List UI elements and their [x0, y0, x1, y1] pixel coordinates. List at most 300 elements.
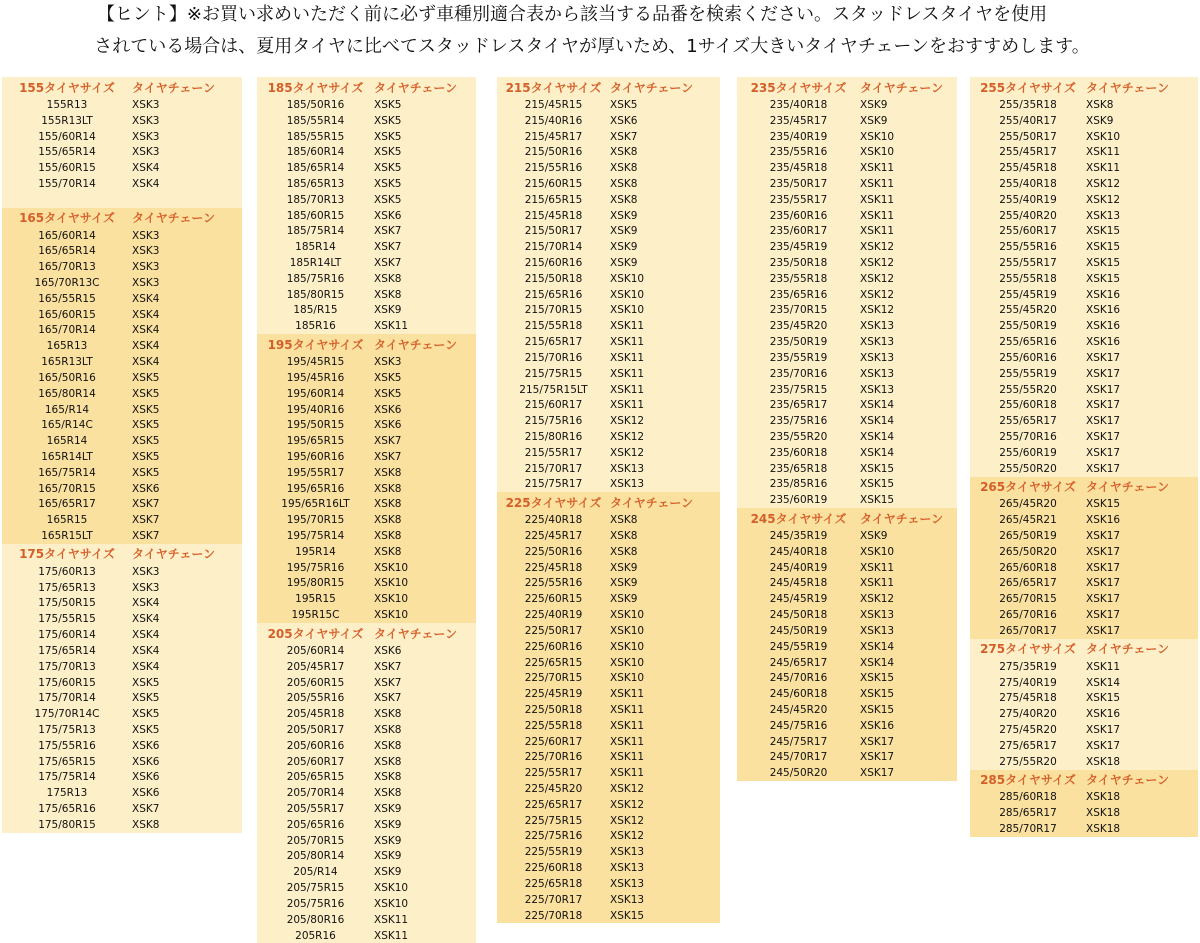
table-row — [497, 208, 720, 224]
table-row — [2, 580, 242, 596]
table-row — [970, 160, 1198, 176]
size-group-block — [970, 477, 1198, 639]
chain-model-cell: XSK3 — [132, 130, 160, 143]
tire-size-cell: 205R16 — [295, 929, 336, 942]
chain-model-cell: XSK7 — [374, 660, 402, 673]
chain-model-cell: XSK17 — [1086, 530, 1121, 543]
tire-size-cell: 265/50R19 — [999, 530, 1057, 543]
chain-model-cell: XSK10 — [860, 130, 895, 143]
size-header-label: 245タイヤサイズ — [750, 511, 847, 526]
table-row — [970, 607, 1198, 623]
tire-size-cell: 185/80R15 — [286, 288, 345, 301]
table-row — [497, 303, 720, 319]
chain-model-cell: XSK13 — [860, 367, 895, 380]
table-row — [2, 706, 242, 722]
chain-model-cell: XSK10 — [1086, 130, 1121, 143]
table-row — [970, 576, 1198, 592]
table-row — [737, 160, 957, 176]
table-row — [257, 817, 476, 833]
table-row — [497, 892, 720, 908]
table-row — [737, 224, 957, 240]
table-row — [737, 271, 957, 287]
tire-size-cell: 205/65R16 — [286, 818, 345, 831]
table-row — [257, 192, 476, 208]
tire-size-cell: 195/75R16 — [286, 561, 345, 574]
table-row — [737, 413, 957, 429]
chain-header-label: タイヤチェーン — [1086, 642, 1170, 657]
tire-size-cell: 245/45R19 — [769, 593, 828, 606]
size-header-label: 255タイヤサイズ — [980, 80, 1076, 95]
table-row — [497, 366, 720, 382]
table-row — [737, 607, 957, 623]
tire-size-cell: 175/50R15 — [38, 597, 96, 610]
tire-size-cell: 275/45R18 — [999, 692, 1057, 705]
chain-model-cell: XSK4 — [132, 340, 160, 353]
hint-line-1: 【ヒント】※お買い求めいただく前に必ず車種別適合表から該当する品番を検索ください。スタッドレスタイヤを使用 — [96, 4, 1048, 25]
tire-size-cell: 165/R14 — [44, 403, 90, 416]
chain-model-cell: XSK13 — [1086, 209, 1121, 222]
chain-model-cell: XSK5 — [132, 466, 160, 479]
table-row — [497, 607, 720, 623]
chain-model-cell: XSK11 — [610, 735, 645, 748]
chain-model-cell: XSK4 — [132, 597, 160, 610]
table-row — [497, 271, 720, 287]
table-row — [737, 129, 957, 145]
table-row — [497, 429, 720, 445]
chain-model-cell: XSK9 — [1086, 114, 1114, 127]
tire-size-cell: 175/65R14 — [38, 644, 96, 657]
table-row — [970, 821, 1198, 837]
table-row — [497, 318, 720, 334]
tire-size-cell: 245/70R16 — [769, 672, 828, 685]
tire-size-cell: 195/40R16 — [286, 403, 345, 416]
tire-size-cell: 255/60R17 — [999, 225, 1057, 238]
tire-size-cell: 245/45R18 — [769, 577, 828, 590]
tire-size-cell: 215/55R18 — [524, 320, 583, 333]
table-row — [497, 655, 720, 671]
tire-size-cell: 175/75R14 — [38, 771, 96, 784]
table-row — [970, 129, 1198, 145]
table-row — [497, 224, 720, 240]
tire-size-cell: 235/50R18 — [769, 257, 828, 270]
tire-size-cell: 185/75R14 — [286, 225, 345, 238]
chain-header-label: タイヤチェーン — [610, 80, 694, 95]
table-row — [970, 144, 1198, 160]
tire-size-cell: 235/65R16 — [769, 288, 828, 301]
size-group-header — [970, 477, 1198, 497]
chain-model-cell: XSK17 — [1086, 739, 1121, 752]
chain-header-label: タイヤチェーン — [132, 211, 216, 226]
tire-size-cell: 225/55R18 — [524, 719, 583, 732]
tire-size-cell: 195/75R14 — [286, 530, 345, 543]
chain-model-cell: XSK10 — [610, 640, 645, 653]
tire-size-cell: 225/60R16 — [524, 640, 583, 653]
chain-model-cell: XSK8 — [610, 193, 638, 206]
chain-model-cell: XSK12 — [860, 241, 895, 254]
chain-model-cell: XSK13 — [610, 462, 645, 475]
size-group-block — [257, 77, 476, 334]
tire-size-cell: 165/70R13 — [38, 261, 96, 274]
table-row — [970, 255, 1198, 271]
table-row — [737, 528, 957, 544]
tire-size-cell: 195/70R15 — [286, 514, 345, 527]
chain-model-cell: XSK4 — [132, 162, 160, 175]
tire-size-cell: 195R15C — [291, 609, 340, 622]
chain-model-cell: XSK11 — [374, 929, 409, 942]
table-row — [970, 97, 1198, 113]
table-row — [497, 844, 720, 860]
chain-model-cell: XSK9 — [860, 98, 888, 111]
tire-size-cell: 165R13 — [46, 340, 88, 353]
tire-size-cell: 215/50R17 — [524, 225, 583, 238]
chain-model-cell: XSK10 — [860, 146, 895, 159]
table-row — [257, 370, 476, 386]
chain-model-cell: XSK18 — [1086, 755, 1121, 768]
table-row — [497, 702, 720, 718]
chain-model-cell: XSK11 — [860, 577, 895, 590]
table-row — [737, 287, 957, 303]
chain-model-cell: XSK5 — [132, 692, 160, 705]
chain-model-cell: XSK5 — [610, 98, 638, 111]
tire-size-cell: 205/60R16 — [286, 739, 345, 752]
chain-model-cell: XSK8 — [374, 739, 402, 752]
chain-model-cell: XSK6 — [132, 755, 160, 768]
table-row — [257, 544, 476, 560]
chain-model-cell: XSK14 — [860, 656, 895, 669]
size-header-label: 275タイヤサイズ — [980, 642, 1076, 657]
table-row — [970, 303, 1198, 319]
chain-model-cell: XSK16 — [1086, 320, 1121, 333]
table-row — [2, 738, 242, 754]
chain-model-cell: XSK11 — [610, 351, 645, 364]
tire-size-cell: 245/60R18 — [769, 688, 828, 701]
chain-model-cell: XSK12 — [1086, 177, 1121, 190]
table-row — [970, 560, 1198, 576]
tire-size-cell: 185/65R14 — [286, 162, 345, 175]
chain-model-cell: XSK15 — [860, 703, 895, 716]
chain-model-cell: XSK5 — [132, 708, 160, 721]
tire-size-cell: 265/70R15 — [999, 593, 1057, 606]
chain-model-cell: XSK8 — [374, 787, 402, 800]
tire-size-cell: 165R14LT — [41, 450, 93, 463]
tire-size-cell: 165/75R14 — [38, 466, 96, 479]
chain-model-cell: XSK8 — [374, 545, 402, 558]
tire-size-cell: 255/45R20 — [999, 304, 1057, 317]
chain-model-cell: XSK16 — [1086, 288, 1121, 301]
tire-size-cell: 255/45R18 — [999, 162, 1057, 175]
table-row — [2, 417, 242, 433]
tire-size-cell: 165R14 — [46, 435, 88, 448]
table-row — [737, 303, 957, 319]
table-row — [970, 224, 1198, 240]
chain-model-cell: XSK7 — [374, 435, 402, 448]
chain-model-cell: XSK7 — [374, 450, 402, 463]
chain-model-cell: XSK7 — [374, 225, 402, 238]
table-row — [257, 833, 476, 849]
tire-size-cell: 255/60R19 — [999, 446, 1057, 459]
tire-size-cell: 185R14LT — [289, 257, 342, 270]
chain-model-cell: XSK11 — [860, 209, 895, 222]
chain-model-cell: XSK5 — [132, 403, 160, 416]
chain-model-cell: XSK17 — [1086, 351, 1121, 364]
chain-model-cell: XSK10 — [374, 561, 409, 574]
chain-model-cell: XSK13 — [860, 351, 895, 364]
chain-model-cell: XSK14 — [860, 415, 895, 428]
chain-model-cell: XSK17 — [1086, 383, 1121, 396]
table-row — [497, 544, 720, 560]
tire-size-cell: 225/65R18 — [524, 877, 583, 890]
table-row — [497, 287, 720, 303]
tire-size-cell: 165/70R13C — [34, 277, 100, 290]
chain-model-cell: XSK14 — [860, 446, 895, 459]
size-group-header — [257, 77, 476, 97]
tire-size-cell: 205/55R16 — [286, 692, 345, 705]
tire-size-cell: 285/60R18 — [999, 791, 1057, 804]
table-row — [2, 307, 242, 323]
table-row — [257, 643, 476, 659]
size-group-header — [2, 208, 242, 228]
tire-size-cell: 195R14 — [295, 545, 336, 558]
tire-size-cell: 215/75R16 — [524, 415, 583, 428]
tire-size-cell: 225/45R17 — [524, 530, 583, 543]
tire-size-cell: 205/60R17 — [286, 755, 345, 768]
tire-size-cell: 205/70R15 — [286, 834, 345, 847]
table-row — [737, 477, 957, 493]
table-row — [2, 370, 242, 386]
chain-model-cell: XSK11 — [610, 688, 645, 701]
chain-model-cell: XSK13 — [610, 478, 645, 491]
chain-model-cell: XSK10 — [374, 577, 409, 590]
tire-size-cell: 245/70R17 — [769, 751, 828, 764]
tire-size-cell: 165/65R14 — [38, 245, 96, 258]
chain-header-label: タイヤチェーン — [610, 495, 694, 510]
chain-model-cell: XSK17 — [1086, 723, 1121, 736]
table-row — [2, 354, 242, 370]
table-row — [2, 611, 242, 627]
tire-size-cell: 275/65R17 — [999, 739, 1057, 752]
tire-size-cell: 225/45R19 — [524, 688, 583, 701]
tire-size-cell: 215/60R15 — [524, 177, 583, 190]
table-row — [2, 160, 242, 176]
tire-size-cell: 205/80R16 — [286, 913, 345, 926]
tire-size-cell: 255/45R19 — [999, 288, 1057, 301]
table-row — [2, 338, 242, 354]
size-group-header — [257, 334, 476, 354]
chain-model-cell: XSK11 — [1086, 162, 1121, 175]
chain-model-cell: XSK3 — [132, 581, 160, 594]
table-row — [737, 239, 957, 255]
chain-model-cell: XSK17 — [860, 751, 895, 764]
table-row — [257, 402, 476, 418]
size-column-215-225 — [497, 77, 720, 923]
tire-size-cell: 205/45R17 — [286, 660, 345, 673]
tire-size-cell: 265/60R18 — [999, 561, 1057, 574]
table-row — [737, 318, 957, 334]
chain-header-label: タイヤチェーン — [1086, 80, 1170, 95]
chain-model-cell: XSK6 — [374, 644, 402, 657]
chain-model-cell: XSK8 — [374, 755, 402, 768]
chain-model-cell: XSK15 — [860, 462, 895, 475]
table-row — [257, 417, 476, 433]
chain-model-cell: XSK17 — [1086, 577, 1121, 590]
chain-model-cell: XSK10 — [610, 304, 645, 317]
table-row — [2, 643, 242, 659]
table-row — [497, 350, 720, 366]
table-row — [970, 461, 1198, 477]
chain-model-cell: XSK10 — [860, 545, 895, 558]
table-row — [2, 259, 242, 275]
chain-model-cell: XSK11 — [610, 336, 645, 349]
chain-model-cell: XSK9 — [610, 257, 638, 270]
tire-size-cell: 215/60R17 — [524, 399, 583, 412]
tire-size-cell: 235/50R19 — [769, 336, 828, 349]
chain-model-cell: XSK17 — [1086, 593, 1121, 606]
size-column-255-285 — [970, 77, 1198, 837]
table-row — [2, 785, 242, 801]
tire-size-cell: 275/40R20 — [999, 708, 1057, 721]
table-row — [970, 738, 1198, 754]
tire-size-cell: 195/65R16 — [286, 482, 345, 495]
table-row — [2, 433, 242, 449]
table-row — [497, 160, 720, 176]
chain-model-cell: XSK8 — [374, 708, 402, 721]
table-row — [2, 528, 242, 544]
table-row — [497, 765, 720, 781]
table-row — [497, 382, 720, 398]
table-row — [970, 706, 1198, 722]
table-row — [257, 287, 476, 303]
table-row — [257, 785, 476, 801]
tire-size-cell: 265/45R21 — [999, 514, 1057, 527]
table-row — [970, 790, 1198, 806]
chain-model-cell: XSK9 — [374, 866, 402, 879]
chain-header-label: タイヤチェーン — [860, 80, 944, 95]
chain-model-cell: XSK8 — [610, 146, 638, 159]
tire-size-cell: 165/70R14 — [38, 324, 96, 337]
table-row — [737, 591, 957, 607]
table-row — [257, 176, 476, 192]
size-group-block — [970, 639, 1198, 770]
table-row — [970, 318, 1198, 334]
size-group-header — [737, 508, 957, 528]
chain-header-label: タイヤチェーン — [1086, 773, 1170, 787]
chain-model-cell: XSK11 — [860, 177, 895, 190]
tire-size-cell: 215/70R17 — [524, 462, 583, 475]
chain-model-cell: XSK7 — [610, 130, 638, 143]
size-group-block — [737, 77, 957, 508]
size-header-label: 205タイヤサイズ — [267, 626, 364, 641]
tire-size-cell: 195/80R15 — [286, 577, 345, 590]
chain-model-cell: XSK15 — [1086, 498, 1121, 511]
chain-model-cell: XSK12 — [1086, 193, 1121, 206]
chain-model-cell: XSK11 — [374, 320, 409, 333]
tire-size-cell: 255/40R20 — [999, 209, 1057, 222]
chain-model-cell: XSK5 — [132, 435, 160, 448]
tire-size-cell: 175/65R16 — [38, 803, 96, 816]
size-header-label: 185タイヤサイズ — [267, 80, 364, 95]
table-row — [2, 817, 242, 833]
tire-size-cell: 195/45R15 — [286, 356, 345, 369]
tire-size-cell: 255/50R20 — [999, 462, 1057, 475]
chain-model-cell: XSK12 — [860, 257, 895, 270]
table-row — [737, 544, 957, 560]
table-row — [2, 402, 242, 418]
table-row — [497, 413, 720, 429]
tire-size-cell: 255/65R17 — [999, 415, 1057, 428]
table-row — [737, 750, 957, 766]
chain-model-cell: XSK11 — [1086, 146, 1121, 159]
chain-model-cell: XSK10 — [374, 593, 409, 606]
chain-model-cell: XSK12 — [610, 415, 645, 428]
tire-size-cell: 185R14 — [295, 241, 336, 254]
table-row — [257, 675, 476, 691]
tire-size-cell: 175/75R13 — [38, 723, 96, 736]
tire-size-cell: 175/55R16 — [38, 739, 96, 752]
chain-model-cell: XSK15 — [1086, 272, 1121, 285]
chain-model-cell: XSK10 — [610, 272, 645, 285]
table-row — [257, 690, 476, 706]
chain-model-cell: XSK12 — [860, 593, 895, 606]
table-row — [257, 144, 476, 160]
tire-size-cell: 255/55R16 — [999, 241, 1057, 254]
tire-size-cell: 175/65R13 — [38, 581, 96, 594]
chain-model-cell: XSK8 — [374, 272, 402, 285]
table-row — [497, 908, 720, 924]
tire-size-cell: 265/45R20 — [999, 498, 1057, 511]
table-row — [737, 350, 957, 366]
tire-size-cell: 215/65R16 — [524, 288, 583, 301]
chain-model-cell: XSK17 — [1086, 561, 1121, 574]
table-row — [257, 722, 476, 738]
tire-size-cell: 225/40R19 — [524, 609, 583, 622]
size-column-155-175 — [2, 77, 242, 833]
tire-size-cell: 235/50R17 — [769, 177, 828, 190]
chain-model-cell: XSK11 — [860, 193, 895, 206]
tire-size-cell: 225/55R17 — [524, 767, 583, 780]
table-row — [970, 675, 1198, 691]
tire-size-cell: 265/70R16 — [999, 609, 1057, 622]
tire-size-cell: 165R15 — [46, 514, 88, 527]
chain-model-cell: XSK11 — [610, 767, 645, 780]
tire-size-cell: 255/60R16 — [999, 351, 1057, 364]
tire-size-cell: 215/65R17 — [524, 336, 583, 349]
table-row — [737, 334, 957, 350]
chain-model-cell: XSK7 — [132, 498, 160, 511]
tire-size-cell: 255/45R17 — [999, 146, 1057, 159]
chain-model-cell: XSK9 — [610, 209, 638, 222]
tire-size-cell: 245/65R17 — [769, 656, 828, 669]
tire-size-cell: 185/R15 — [293, 304, 338, 317]
tire-size-cell: 275/40R19 — [999, 676, 1057, 689]
chain-model-cell: XSK8 — [374, 530, 402, 543]
tire-size-cell: 255/40R17 — [999, 114, 1057, 127]
tire-size-cell: 235/55R18 — [769, 272, 828, 285]
table-row — [497, 560, 720, 576]
chain-model-cell: XSK7 — [132, 530, 160, 543]
tire-size-cell: 235/60R16 — [769, 209, 828, 222]
chain-model-cell: XSK11 — [610, 703, 645, 716]
chain-model-cell: XSK10 — [610, 672, 645, 685]
chain-model-cell: XSK8 — [1086, 98, 1114, 111]
chain-model-cell: XSK8 — [374, 482, 402, 495]
size-header-label: 265タイヤサイズ — [980, 480, 1076, 494]
table-row — [257, 560, 476, 576]
chain-model-cell: XSK12 — [610, 830, 645, 843]
size-group-header — [970, 770, 1198, 790]
tire-size-cell: 215/50R16 — [524, 146, 583, 159]
table-row — [970, 512, 1198, 528]
chain-model-cell: XSK13 — [860, 609, 895, 622]
